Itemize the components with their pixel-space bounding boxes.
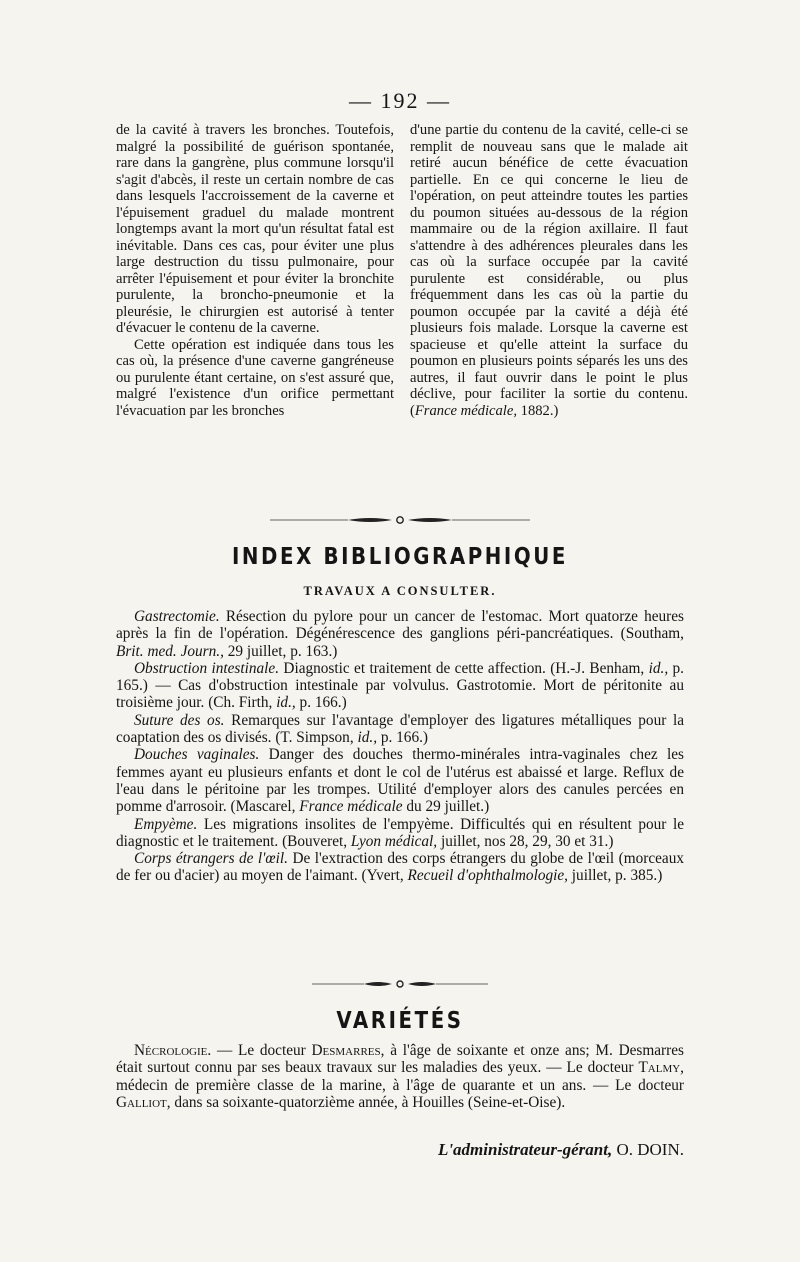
biblio-entry: Douches vaginales. Danger des douches thermo-minérales intra-vaginales chez les femmes ayant eu plusieurs enfants et dont le col de l'utérus est abaissé et large. Reflux de l'eau dans le péritoine par les trompes. Utilité d'employer alors des canules percées en pomme d'arrosoir. (Mascarel, France médicale du 29 juillet.) [116, 746, 684, 816]
source-citation: France médicale, [414, 402, 517, 419]
biblio-entry: Corps étrangers de l'œil. De l'extraction des corps étrangers du globe de l'œil (morceaux de fer ou d'acier) au moyen de l'aimant. (Yvert, Recueil d'ophthalmologie, juillet, p. 385.) [116, 850, 685, 885]
biblio-entry: Suture des os. Remarques sur l'avantage d'employer des ligatures métalliques pour la coaptation des os divisés. (T. Simpson, id., p. 166.) [116, 711, 684, 747]
signature: L'administrateur-gérant, O. DOIN. [437, 1140, 684, 1159]
index-subheading: TRAVAUX A CONSULTER. [303, 584, 497, 598]
left-paragraph-1: de la cavité à travers les bronches. Toutefois, malgré la possibilité de guérison spontanée, rare dans la gangrène, plus commune lorsqu'il s'agit d'abcès, il reste un certain nombre de cas dans lesquels l'accroissement de la caverne et l'épuisement graduel du malade montrent longtemps avant la mort qu'un résultat fatal est inévitable. Dans ces cas, pour éviter une plus large destruction du tissu pulmonaire, pour arrêter l'épuisement et pour éviter la bronchite purulente, la broncho-pneumonie et la pleurésie, le chirurgien est autorisé à tenter d'évacuer le contenu de la caverne. [116, 122, 394, 336]
index-heading: INDEX BIBLIOGRAPHIQUE [231, 544, 569, 570]
bibliography-list [116, 608, 684, 885]
left-column [116, 122, 394, 419]
biblio-entry: Obstruction intestinale. Diagnostic et traitement de cette affection. (H.-J. Benham, id., p. 165.) — Cas d'obstruction intestinale par volvulus. Gastrotomie. Mort de péritonite au troisième jour. (Ch. Firth, id., p. 166.) [116, 659, 684, 712]
right-column [410, 122, 688, 419]
ornamental-divider-2 [312, 978, 488, 990]
two-column-text [116, 122, 688, 419]
page-number: — 192 — [349, 88, 451, 113]
right-paragraph-1: d'une partie du contenu de la cavité, celle-ci se remplit de nouveau sans que le malade ait retiré aucun bénéfice de cette évacuation partielle. En ce qui concerne le lieu de l'opération, on peut atteindre toutes les parties du poumon situées au-dessous de la région mammaire ou de la région axillaire. Il faut s'attendre à des adhérences pleurales dans les cas où la surface occupée par la cavité purulente est considérable, ou plus fréquemment dans les cas où la partie du poumon occupée par la cavité a déjà été plusieurs fois malade. Lorsque la caverne est spacieuse et qu'elle atteint la surface du poumon en plusieurs points séparés les uns des autres, il faut ouvrir dans le point le plus déclive, pour faciliter la sortie du contenu. (France médicale, 1882.) [410, 122, 688, 419]
varietes-heading: VARIÉTÉS [336, 1008, 464, 1034]
varietes-text [116, 1042, 684, 1112]
biblio-entry: Gastrectomie. Résection du pylore pour un cancer de l'estomac. Mort quatorze heures après la fin de l'opération. Dégénérescence des ganglions péri-pancréatiques. (Southam, Brit. med. Journ., 29 juillet, p. 163.) [116, 608, 684, 660]
biblio-entry: Empyème. Les migrations insolites de l'empyème. Difficultés qui en résultent pour le diagnostic et le traitement. (Bouveret, Lyon médical, juillet, nos 28, 29, 30 et 31.) [116, 815, 684, 850]
left-paragraph-2: Cette opération est indiquée dans tous les cas où, la présence d'une caverne gangréneuse ou purulente étant certaine, on s'est assuré que, malgré l'existence d'un orifice permettant l'évacuation par les bronches [116, 336, 394, 419]
necrologie-paragraph: Nécrologie. — Le docteur Desmarres, à l'âge de soixante et onze ans; M. Desmarres était surtout connu par ses beaux travaux sur les maladies des yeux. — Le docteur Talmy, médecin de première classe de la marine, à l'âge de quarante et un ans. — Le docteur Galliot, dans sa soixante-quatorzième année, à Houilles (Seine-et-Oise). [116, 1042, 684, 1112]
ornamental-divider-1 [270, 514, 530, 526]
